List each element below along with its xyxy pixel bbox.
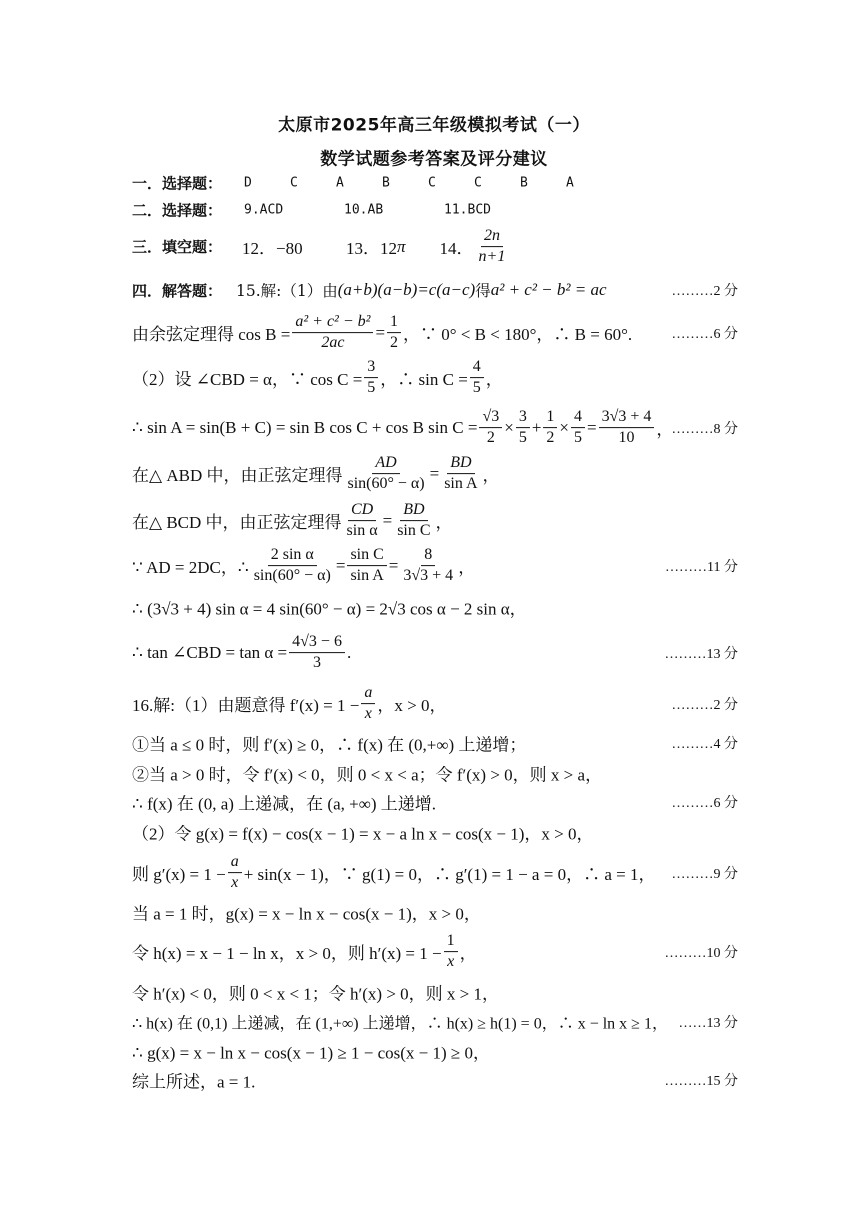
fraction: $\frac{√3}{2}$ [479,408,502,448]
score-mark: ………8 分 [671,422,738,437]
answer-item: C [474,175,482,191]
fraction: $\frac{4}{5}$ [571,408,585,448]
answer-item: A [336,175,344,191]
score-mark: ………2 分 [671,698,738,713]
fraction: $\frac{1}{x}$ [444,932,458,972]
answer-item: 9.ACD [244,202,284,218]
answer-item: 14． [439,239,474,259]
score-mark: ………6 分 [671,327,738,342]
fraction: $\frac{BD}{\text{sin C}}$ [397,501,431,540]
pi-symbol: π [397,237,406,256]
answer-item: C [290,175,298,191]
answer-item: B [520,175,528,191]
page-subtitle: 数学试题参考答案及评分建议 [320,149,548,170]
fraction: $\frac{\text{2 sin α}}{\sin(60^\circ - \alpha)}$ [253,546,331,585]
fraction: $\frac{BD}{\text{sin A}}$ [444,454,478,493]
answer-item: 11.BCD [444,202,491,218]
fraction: $\frac{8}{3√3 + 4}$ [403,546,454,585]
fraction: $\frac{\text{a² + c² − b²}}{2ac}$ [292,313,373,353]
problem-intro: 15.解:（1）由 [236,282,338,300]
section-label: 三．填空题： [132,238,223,257]
page-title: 太原市2025年高三年级模拟考试（一） [278,115,590,136]
score-mark: ……13 分 [678,1016,738,1031]
fraction: $\frac{1}{2}$ [543,408,557,448]
answer-item: 12．−80 [242,239,303,259]
answer-item: 10.AB [344,202,384,218]
fraction: $\frac{4√3 - 6}{3}$ [289,633,345,673]
answer-item: 13．12 [346,239,398,259]
score-mark: ………9 分 [671,867,738,882]
fraction: $\frac{3}{5}$ [364,358,378,398]
answer-item: D [244,175,252,191]
answer-item: C [428,175,436,191]
fraction: $\frac{a}{x}$ [228,853,242,893]
score-mark: ………11 分 [665,560,738,575]
answer-item: B [382,175,390,191]
fraction: $\frac{\text{sin C}}{\text{sin A}}$ [347,546,386,586]
fraction: $\frac{CD}{\text{sin α}}$ [346,501,378,540]
section-label: 一．选择题： [132,174,223,193]
score-mark: ………2 分 [671,284,738,299]
fraction: $\frac{2n}{n+1}$ [478,227,506,266]
score-mark: ………6 分 [671,796,738,811]
fraction: $\frac{AD}{\sin(60^\circ - \alpha)}$ [347,454,425,493]
score-mark: ………15 分 [664,1074,738,1089]
fraction: $\frac{3}{5}$ [516,408,530,448]
fraction: $\frac{a}{x}$ [361,684,375,724]
score-mark: ………4 分 [671,737,738,752]
section-label: 四．解答题： [132,281,223,300]
fraction: $\frac{1}{2}$ [387,313,401,353]
answer-item: A [566,175,574,191]
score-mark: ………10 分 [664,946,738,961]
section-label: 二．选择题： [132,201,223,220]
fraction: $\frac{4}{5}$ [470,358,484,398]
score-mark: ………13 分 [664,647,738,662]
fraction: $\frac{3√3 + 4}{10}$ [599,408,655,448]
